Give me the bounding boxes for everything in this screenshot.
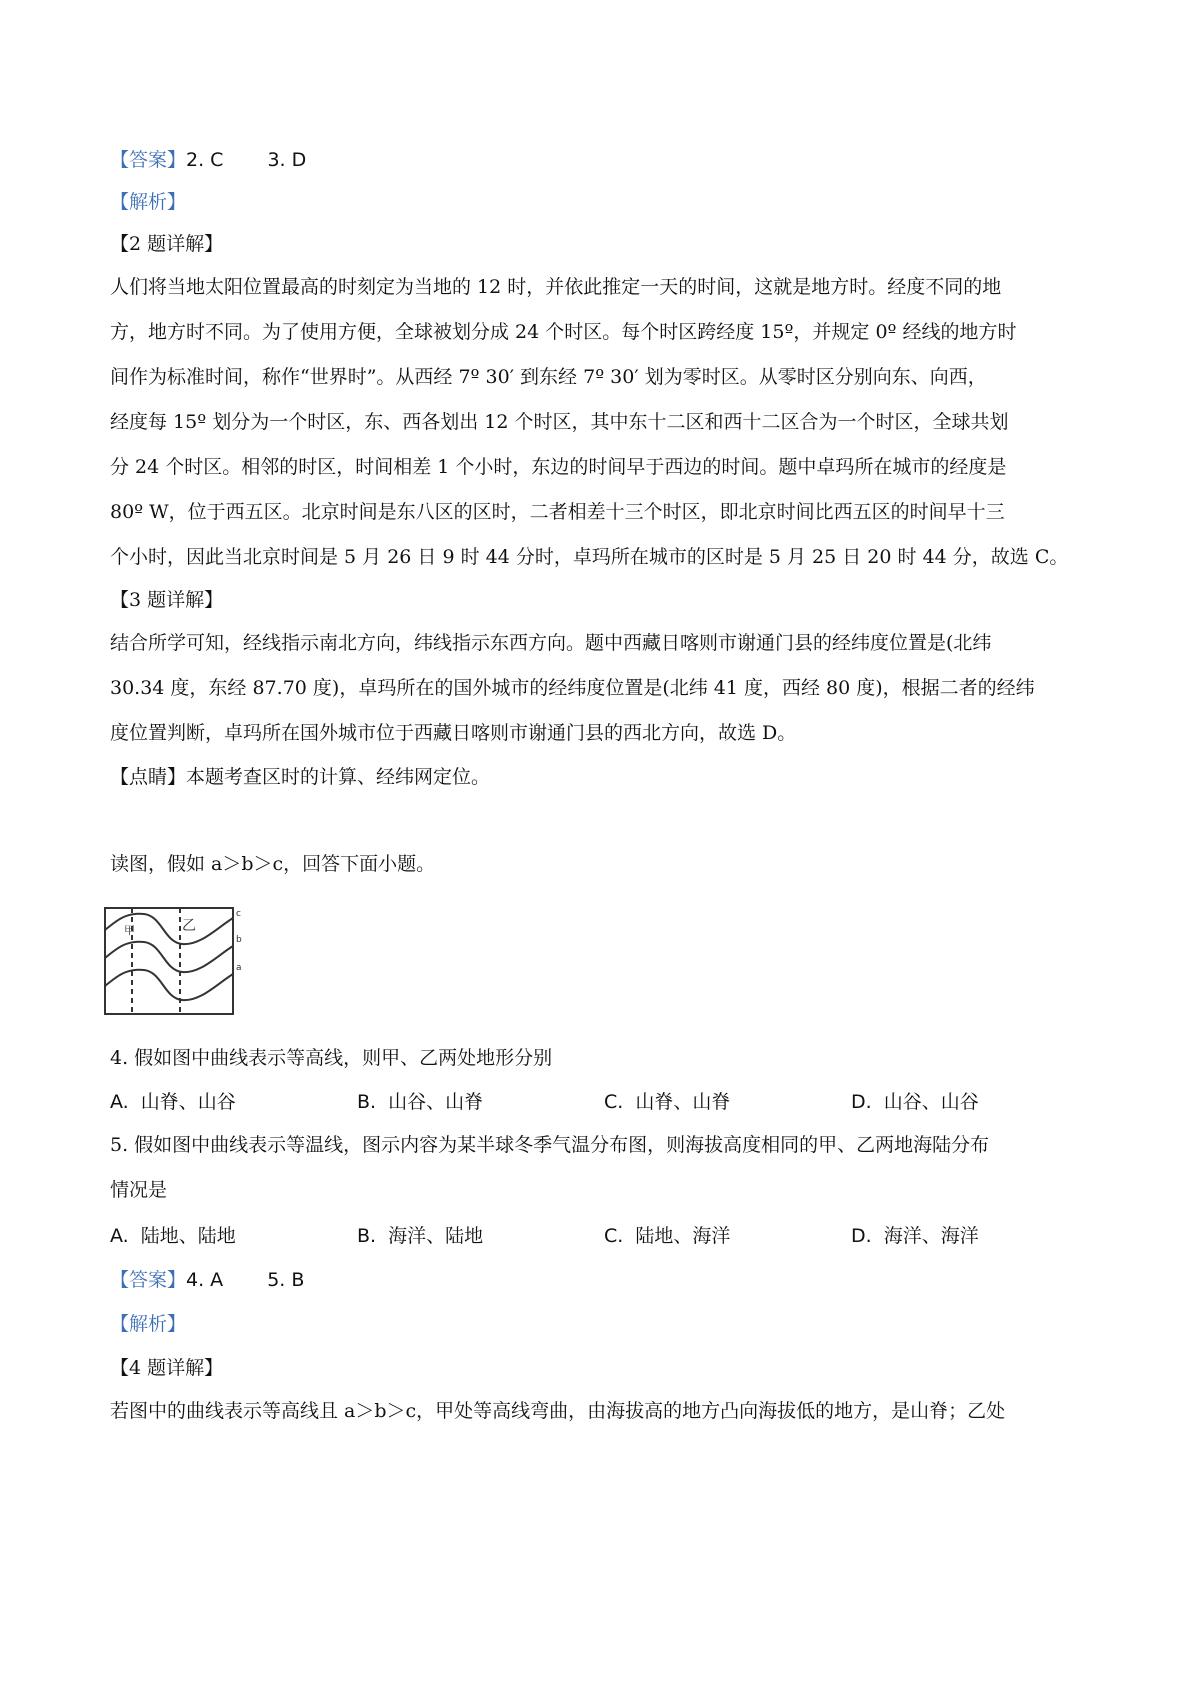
q5-option-c[interactable]: C. 陆地、海洋 (604, 1225, 731, 1247)
contour-figure (102, 900, 252, 1028)
answer-tag: 【答案】 (110, 1269, 187, 1291)
text-line: 经度每 15º 划分为一个时区，东、西各划出 12 个时区，其中东十二区和西十二区合为一个时区，全球共划 (110, 411, 1009, 433)
answer-tag: 【答案】 (110, 149, 187, 171)
text-line: 5. 假如图中曲线表示等温线，图示内容为某半球冬季气温分布图，则海拔高度相同的甲、乙两地海陆分布 (110, 1134, 990, 1156)
text-line: 情况是 (110, 1179, 168, 1201)
q4-options (110, 1090, 1098, 1114)
text-line: 度位置判断，卓玛所在国外城市位于西藏日喀则市谢通门县的西北方向，故选 D。 (110, 722, 797, 744)
q3-explanation (110, 621, 1100, 756)
answer-value: 3. D (267, 149, 307, 171)
q4-explanation (110, 1389, 1100, 1434)
label-a: a (236, 963, 242, 973)
q5-stem (110, 1123, 1100, 1213)
tip-tag: 【点睛】 (110, 766, 187, 788)
answer-value: 2. C (186, 149, 224, 171)
q4-stem: 4. 假如图中曲线表示等高线，则甲、乙两处地形分别 (110, 1047, 553, 1069)
contour-diagram (102, 900, 252, 1024)
q5-option-d[interactable]: D. 海洋、海洋 (851, 1225, 979, 1247)
q4-option-b[interactable]: B. 山谷、山脊 (357, 1091, 484, 1113)
text-line: 80º W，位于西五区。北京时间是东八区的区时，二者相差十三个时区，即北京时间比西五区的时间早十三 (110, 501, 1005, 523)
q5-option-a[interactable]: A. 陆地、陆地 (110, 1225, 236, 1247)
text-line: 若图中的曲线表示等高线且 a＞b＞c，甲处等高线弯曲，由海拔高的地方凸向海拔低的地方，是山脊；乙处 (110, 1400, 1006, 1422)
tip-text: 本题考查区时的计算、经纬网定位。 (186, 766, 491, 788)
tip-line (110, 765, 490, 789)
q4-detail-tag: 【4 题详解】 (110, 1357, 224, 1379)
text-line: 个小时，因此当北京时间是 5 月 26 日 9 时 44 分时，卓玛所在城市的区时是 5 月 25 日 20 时 44 分，故选 C。 (110, 546, 1069, 568)
text-line: 30.34 度，东经 87.70 度)，卓玛所在的国外城市的经纬度位置是(北纬 41 度，西经 80 度)，根据二者的经纬 (110, 677, 1035, 699)
q2-explanation (110, 265, 1100, 580)
label-jia: 甲 (124, 924, 135, 937)
answer-value: 5. B (267, 1269, 305, 1291)
q3-detail-tag: 【3 题详解】 (110, 589, 224, 611)
analysis-tag: 【解析】 (110, 1313, 187, 1335)
label-yi: 乙 (182, 918, 196, 934)
label-c: c (236, 909, 241, 919)
q5-options (110, 1224, 1098, 1248)
text-line: 人们将当地太阳位置最高的时刻定为当地的 12 时，并依此推定一天的时间，这就是地方时。经度不同的地 (110, 276, 1002, 298)
text-line: 方，地方时不同。为了使用方便，全球被划分成 24 个时区。每个时区跨经度 15º，并规定 0º 经线的地方时 (110, 321, 1017, 343)
question-intro: 读图，假如 a＞b＞c，回答下面小题。 (110, 853, 436, 875)
contour-line-a (105, 970, 233, 1000)
q4-option-d[interactable]: D. 山谷、山谷 (851, 1091, 979, 1113)
q4-option-c[interactable]: C. 山脊、山脊 (604, 1091, 731, 1113)
answer-line-2 (110, 1268, 304, 1292)
answer-line-1 (110, 148, 306, 172)
q5-option-b[interactable]: B. 海洋、陆地 (357, 1225, 484, 1247)
q4-option-a[interactable]: A. 山脊、山谷 (110, 1091, 236, 1113)
analysis-tag: 【解析】 (110, 191, 187, 213)
label-b: b (236, 935, 242, 945)
text-line: 间作为标准时间，称作“世界时”。从西经 7º 30′ 到东经 7º 30′ 划为零时区。从零时区分别向东、向西， (110, 366, 987, 388)
q2-detail-tag: 【2 题详解】 (110, 233, 224, 255)
text-line: 结合所学可知，经线指示南北方向，纬线指示东西方向。题中西藏日喀则市谢通门县的经纬度位置是(北纬 (110, 632, 992, 654)
answer-value: 4. A (186, 1269, 224, 1291)
contour-line-b (105, 942, 233, 972)
text-line: 分 24 个时区。相邻的时区，时间相差 1 个小时，东边的时间早于西边的时间。题中卓玛所在城市的经度是 (110, 456, 1007, 478)
